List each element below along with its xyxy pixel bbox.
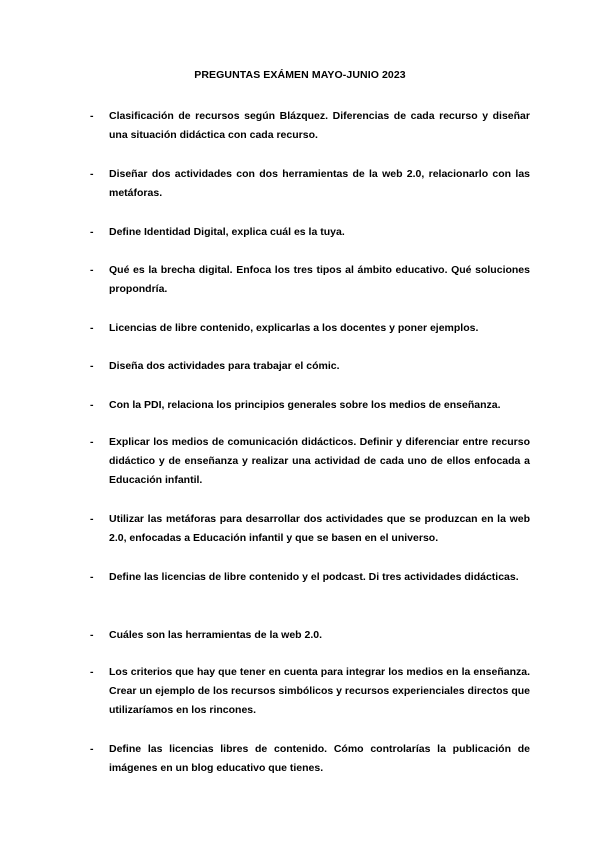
bullet-dash: - <box>90 743 94 755</box>
bullet-dash: - <box>90 226 94 238</box>
bullet-dash: - <box>90 264 94 276</box>
question-item <box>90 396 530 415</box>
bullet-dash: - <box>90 399 94 411</box>
bullet-dash: - <box>90 666 94 678</box>
question-text: Clasificación de recursos según Blázquez. Diferencias de cada recurso y diseñar una situación didáctica con cada recurso. <box>109 110 530 141</box>
bullet-dash: - <box>90 629 94 641</box>
bullet-dash: - <box>90 360 94 372</box>
question-item <box>90 261 530 299</box>
question-item <box>90 319 530 338</box>
question-text: Define las licencias libres de contenido. Cómo controlarías la publicación de imágenes en un blog educativo que tienes. <box>109 743 530 774</box>
question-text: Utilizar las metáforas para desarrollar dos actividades que se produzcan en la web 2.0, enfocadas a Educación infantil y que se basen en el universo. <box>109 513 530 544</box>
question-item <box>90 223 530 242</box>
question-text: Los criterios que hay que tener en cuenta para integrar los medios en la enseñanza. Crear un ejemplo de los recursos simbólicos y recursos experienciales directos que utilizaríamos en los rincones. <box>109 666 530 716</box>
question-item <box>90 433 530 490</box>
question-text: Explicar los medios de comunicación didácticos. Definir y diferenciar entre recurso didáctico y de enseñanza y realizar una actividad de cada uno de ellos enfocada a Educación infantil. <box>109 436 530 486</box>
question-item <box>90 357 530 376</box>
page-title: PREGUNTAS EXÁMEN MAYO-JUNIO 2023 <box>194 69 406 81</box>
question-text: Cuáles son las herramientas de la web 2.0. <box>109 629 323 641</box>
bullet-dash: - <box>90 110 94 122</box>
question-item <box>90 510 530 548</box>
question-item <box>90 663 530 720</box>
question-text: Diseña dos actividades para trabajar el cómic. <box>109 360 340 372</box>
question-text: Qué es la brecha digital. Enfoca los tres tipos al ámbito educativo. Qué soluciones propondría. <box>109 264 530 295</box>
question-item <box>90 165 530 203</box>
question-text: Licencias de libre contenido, explicarlas a los docentes y poner ejemplos. <box>109 322 479 334</box>
question-text: Diseñar dos actividades con dos herramientas de la web 2.0, relacionarlo con las metáforas. <box>109 168 530 199</box>
question-text: Con la PDI, relaciona los principios generales sobre los medios de enseñanza. <box>109 399 501 411</box>
bullet-dash: - <box>90 322 94 334</box>
bullet-dash: - <box>90 436 94 448</box>
bullet-dash: - <box>90 168 94 180</box>
bullet-dash: - <box>90 513 94 525</box>
question-item <box>90 107 530 145</box>
question-item <box>90 740 530 778</box>
question-item <box>90 568 530 587</box>
question-text: Define Identidad Digital, explica cuál es la tuya. <box>109 226 345 238</box>
question-item <box>90 626 530 645</box>
question-text: Define las licencias de libre contenido y el podcast. Di tres actividades didácticas. <box>109 571 519 583</box>
bullet-dash: - <box>90 571 94 583</box>
